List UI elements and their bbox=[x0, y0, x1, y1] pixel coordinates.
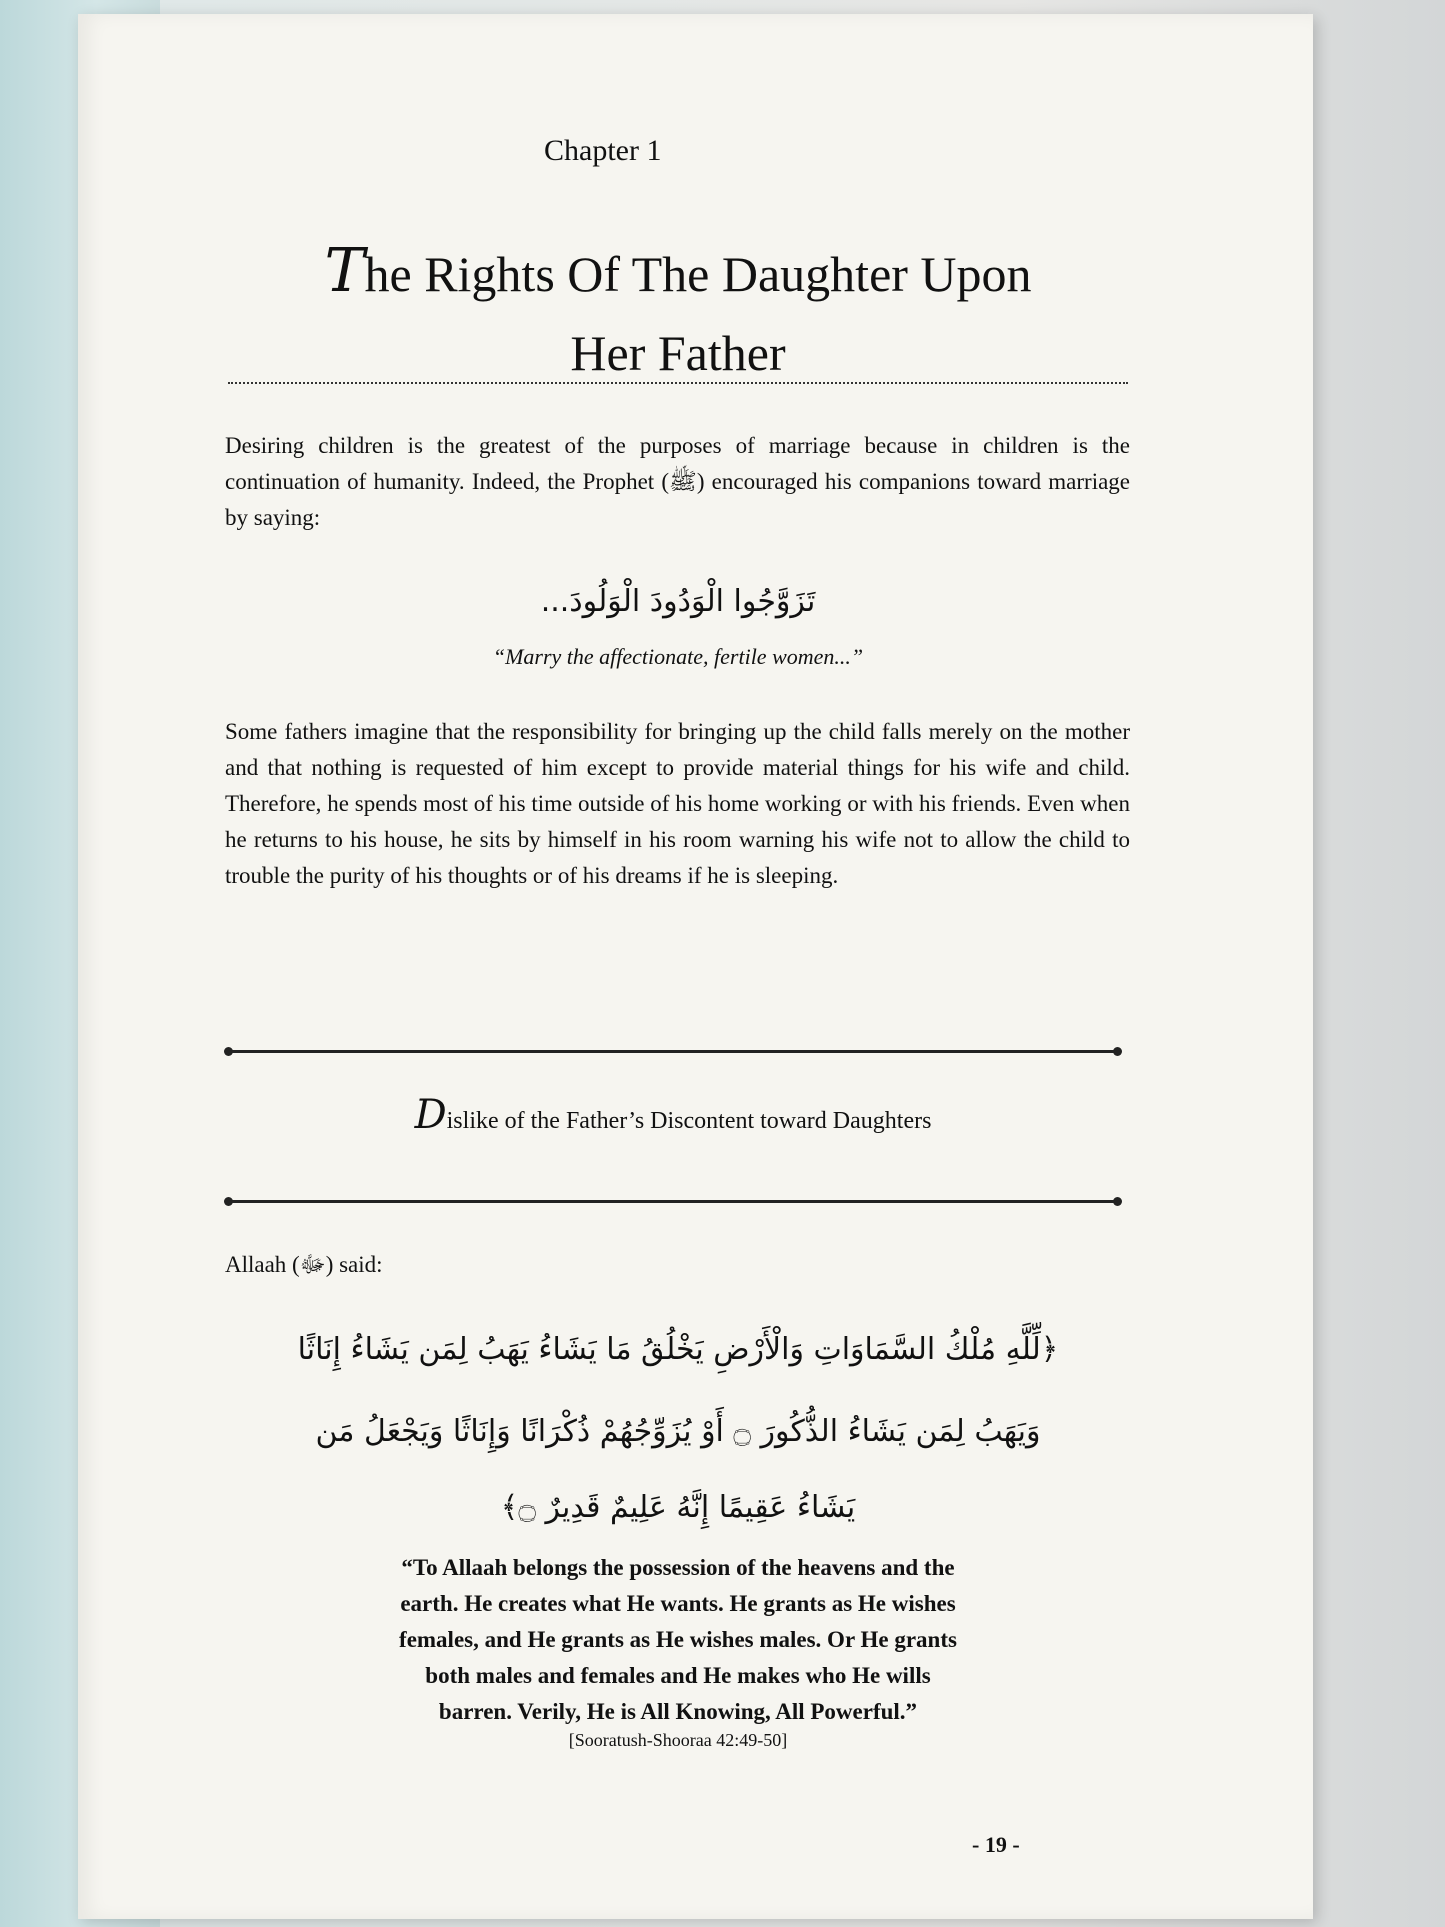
page-number: - 19 - bbox=[972, 1832, 1020, 1857]
hadith-arabic: تَزَوَّجُوا الْوَدُودَ الْوَلُودَ... bbox=[540, 584, 816, 619]
quran-translation-line: earth. He creates what He wants. He grants as He wishes bbox=[400, 1591, 956, 1616]
paragraph-fathers: Some fathers imagine that the responsibility for bringing up the child falls merely on the mother and that nothing is requested of him except to provide material things for his wife and child. Therefore, he spends most of his time outside of his home working or with his friends. Even when he returns to his house, he sits by himself in his room warning his wife not to allow the child to trouble the purity of his thoughts or of his dreams if he is sleeping. bbox=[225, 719, 1130, 888]
title-dotted-divider bbox=[228, 382, 1128, 384]
title-line1-text: he Rights Of The Daughter Upon bbox=[364, 246, 1032, 302]
quran-translation-line: females, and He grants as He wishes males. Or He grants bbox=[399, 1627, 957, 1652]
section-rule-top bbox=[228, 1050, 1118, 1053]
section-rule-bottom bbox=[228, 1200, 1118, 1203]
section-drop-letter: D bbox=[414, 1092, 447, 1138]
allaah-said-label: Allaah (ﷻ) said: bbox=[225, 1252, 383, 1277]
chapter-title-line1 bbox=[233, 236, 1123, 306]
quran-translation-line: both males and females and He makes who He wills bbox=[425, 1663, 931, 1688]
quran-translation-line: “To Allaah belongs the possession of the heavens and the bbox=[401, 1555, 955, 1580]
book-page bbox=[78, 14, 1313, 1919]
section-heading bbox=[228, 1092, 1118, 1138]
title-drop-letter: T bbox=[324, 236, 365, 306]
chapter-label: Chapter 1 bbox=[544, 134, 662, 167]
quran-arabic-line3: يَشَاءُ عَقِيمًا إِنَّهُ عَلِيمٌ قَدِيرٌ ۝﴾ bbox=[500, 1490, 856, 1525]
quran-translation bbox=[258, 1550, 1098, 1730]
hadith-translation: “Marry the affectionate, fertile women...” bbox=[492, 644, 864, 669]
paragraph-intro: Desiring children is the greatest of the purposes of marriage because in children is the continuation of humanity. Indeed, the Prophet (ﷺ) encouraged his companions toward marriage by saying: bbox=[225, 433, 1130, 530]
quran-arabic-line2: وَيَهَبُ لِمَن يَشَاءُ الذُّكُورَ ۝ أَوْ يُزَوِّجُهُمْ ذُكْرَانًا وَإِنَاثًا وَيَجْعَلُ مَن bbox=[315, 1414, 1041, 1449]
quran-reference: [Sooratush-Shooraa 42:49-50] bbox=[568, 1730, 788, 1750]
section-heading-text: islike of the Father’s Discontent toward Daughters bbox=[446, 1108, 932, 1134]
chapter-title-line2: Her Father bbox=[570, 325, 786, 381]
quran-translation-line: barren. Verily, He is All Knowing, All Powerful.” bbox=[438, 1699, 918, 1724]
quran-arabic-line1: ﴿لِّلَّهِ مُلْكُ السَّمَاوَاتِ وَالْأَرْضِ يَخْلُقُ مَا يَشَاءُ يَهَبُ لِمَن يَشَاءُ إِنَاثًا bbox=[297, 1332, 1059, 1367]
